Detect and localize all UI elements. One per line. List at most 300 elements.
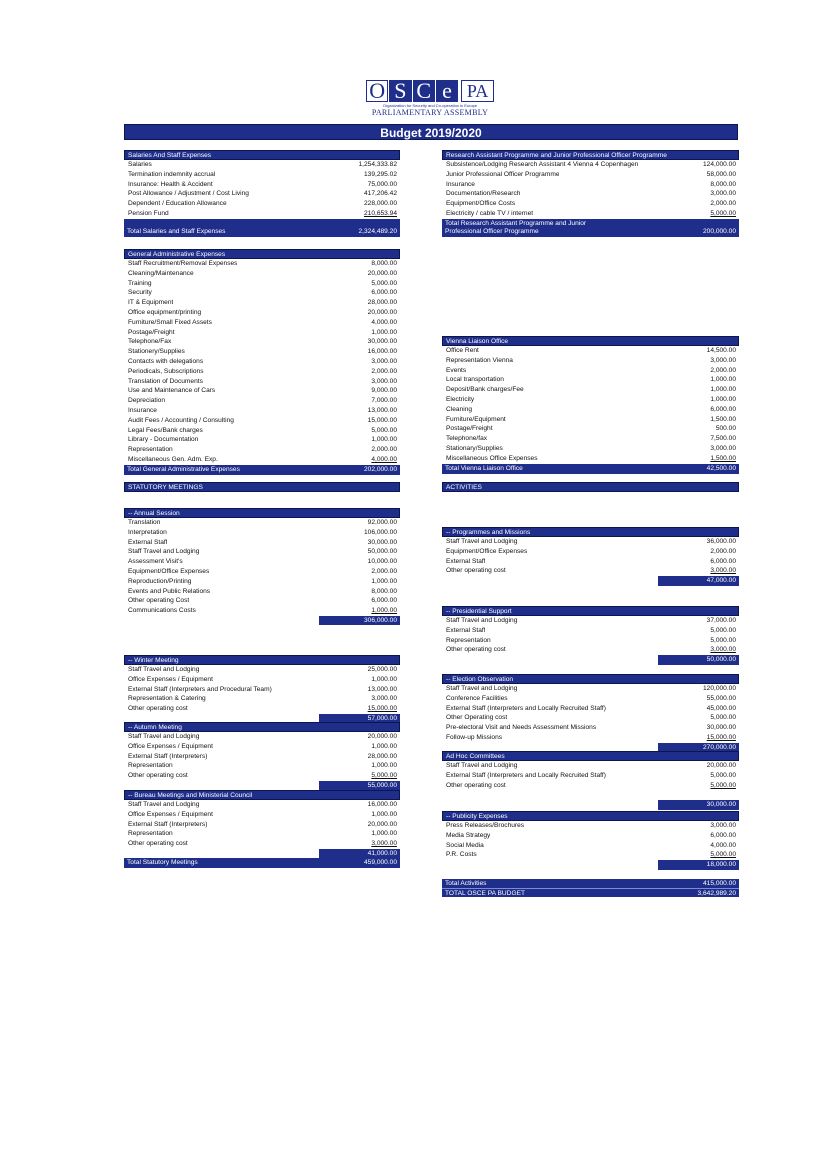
table-row — [124, 742, 400, 752]
row-label: Deposit/Bank charges/Fee — [446, 386, 524, 394]
row-value: 5,000.00 — [371, 772, 397, 780]
table-row — [442, 405, 739, 415]
row-value: 3,000.00 — [371, 377, 397, 385]
row-value: 13,000.00 — [367, 685, 397, 693]
table-row — [124, 596, 400, 606]
row-label: Press Releases/Brochures — [446, 822, 525, 829]
row-label: Junior Professional Officer Programme — [446, 170, 560, 178]
row-value: 417,206.42 — [363, 190, 397, 198]
table-row — [442, 366, 739, 376]
table-row — [124, 377, 400, 387]
row-value: 1,254,333.82 — [358, 161, 397, 168]
section-header: -- Programmes and Missions — [442, 527, 739, 537]
row-value: 14,500.00 — [706, 347, 736, 354]
table-row — [442, 694, 739, 704]
election-section — [442, 674, 739, 752]
row-value: 4,000.00 — [371, 318, 397, 326]
research-section — [442, 150, 739, 237]
table-row — [442, 189, 739, 199]
table-row — [124, 567, 400, 577]
row-value: 2,000.00 — [710, 366, 736, 374]
row-value: 8,000.00 — [371, 260, 397, 267]
table-row — [442, 645, 739, 655]
row-label: Other operating Cost — [128, 597, 190, 605]
table-row — [124, 810, 400, 820]
table-row — [442, 781, 739, 791]
section-total: Total Vienna Liaison Office 42,500.00 — [442, 464, 739, 474]
row-value: 3,000.00 — [371, 840, 397, 848]
table-row — [442, 684, 739, 694]
autumn-section — [124, 722, 400, 790]
table-row — [442, 385, 739, 395]
section-subtotal: 57,000.00 — [124, 714, 400, 724]
row-value: 1,000.00 — [371, 762, 397, 770]
table-row — [442, 566, 739, 576]
row-label: Dependent / Education Allowance — [128, 200, 227, 208]
row-label: Communications Costs — [128, 607, 196, 615]
table-row — [124, 406, 400, 416]
row-label: Telephone/Fax — [128, 338, 172, 346]
row-label: Security — [128, 289, 152, 297]
row-label: Salaries — [128, 161, 152, 168]
table-row — [124, 761, 400, 771]
table-row — [442, 771, 739, 781]
row-value: 1,000.00 — [371, 607, 397, 615]
row-label: Periodicals, Subscriptions — [128, 367, 204, 375]
row-label: Equipment/Office Expenses — [128, 567, 210, 575]
table-row — [442, 375, 739, 385]
table-row — [124, 180, 400, 190]
row-label: Staff Travel and Lodging — [128, 801, 200, 808]
row-label: External Staff (Interpreters and Locally Recruited Staff) — [446, 771, 606, 779]
row-label: Stationary/Supplies — [446, 444, 503, 452]
osce-pa-logo — [366, 80, 494, 120]
table-row — [124, 367, 400, 377]
section-header: -- Presidential Support — [442, 606, 739, 616]
table-row — [124, 357, 400, 367]
row-value: 2,000.00 — [371, 446, 397, 454]
table-row — [124, 347, 400, 357]
row-value: 4,000.00 — [371, 455, 397, 463]
row-label: Staff Travel and Lodging — [446, 762, 518, 769]
section-header: Ad Hoc Committees — [442, 751, 739, 761]
row-value: 500.00 — [715, 425, 736, 433]
row-label: Electricity — [446, 395, 475, 403]
row-label: Use and Maintenance of Cars — [128, 387, 216, 395]
row-label: Telephone/fax — [446, 435, 488, 443]
table-row — [124, 732, 400, 742]
row-value: 3,000.00 — [710, 444, 736, 452]
table-row — [442, 209, 739, 219]
section-subtotal: 270,000.00 — [442, 743, 739, 753]
row-value: 25,000.00 — [367, 666, 397, 673]
row-label: External Staff (Interpreters and Locally Recruited Staff) — [446, 704, 606, 712]
row-value: 20,000.00 — [367, 733, 397, 740]
table-row — [442, 356, 739, 366]
table-row — [442, 444, 739, 454]
row-value: 92,000.00 — [367, 519, 397, 526]
row-value: 2,000.00 — [710, 547, 736, 555]
row-label: Staff Travel and Lodging — [128, 548, 200, 556]
section-subtotal: 41,000.00 — [124, 849, 400, 859]
row-value: 2,000.00 — [371, 367, 397, 375]
table-row — [442, 831, 739, 841]
row-value: 20,000.00 — [367, 269, 397, 277]
row-label: Office equipment/printing — [128, 308, 202, 316]
publicity-section — [442, 811, 739, 870]
section-header: -- Election Observation — [442, 674, 739, 684]
row-value: 7,000.00 — [371, 397, 397, 405]
row-value: 16,000.00 — [367, 801, 397, 808]
row-label: Cleaning — [446, 405, 473, 413]
table-row — [124, 160, 400, 170]
table-row — [124, 547, 400, 557]
table-row — [124, 694, 400, 704]
row-label: Follow-up Missions — [446, 733, 503, 741]
row-label: Legal Fees/Bank charges — [128, 426, 203, 434]
row-value: 9,000.00 — [371, 387, 397, 395]
row-value: 20,000.00 — [706, 762, 736, 769]
section-total: Total Salaries and Staff Expenses 2,324,489.20 — [124, 219, 400, 237]
row-label: Office Expenses / Equipment — [128, 742, 213, 750]
row-label: Library - Documentation — [128, 436, 199, 444]
row-value: 106,000.00 — [363, 528, 397, 536]
table-row — [442, 170, 739, 180]
row-value: 3,000.00 — [710, 190, 736, 198]
row-value: 28,000.00 — [367, 299, 397, 307]
section-total: Total Statutory Meetings 459,000.00 — [124, 858, 400, 868]
row-value: 6,000.00 — [371, 597, 397, 605]
row-value: 28,000.00 — [367, 752, 397, 760]
row-label: Reproduction/Printing — [128, 577, 192, 585]
row-label: Other operating cost — [446, 567, 506, 575]
row-value: 1,500.00 — [710, 415, 736, 423]
row-label: Office Rent — [446, 347, 479, 354]
row-value: 37,000.00 — [706, 617, 736, 624]
section-header: General Administrative Expenses — [124, 249, 400, 259]
table-row — [442, 557, 739, 567]
table-row — [124, 587, 400, 597]
row-label: Representation — [128, 830, 173, 838]
row-value: 1,000.00 — [371, 436, 397, 444]
row-label: Insurance — [446, 180, 475, 188]
table-row — [442, 537, 739, 547]
row-value: 10,000.00 — [367, 558, 397, 566]
annual-section — [124, 508, 400, 625]
section-subtotal: 30,000.00 — [442, 800, 739, 810]
row-label: Electricity / cable TV / internet — [446, 209, 534, 217]
row-value: 1,000.00 — [710, 376, 736, 384]
section-header: -- Annual Session — [124, 508, 400, 518]
table-row — [124, 328, 400, 338]
table-row — [442, 454, 739, 464]
row-label: Representation — [446, 636, 491, 644]
row-value: 5,000.00 — [710, 209, 736, 217]
activities-header: ACTIVITIES — [442, 482, 739, 492]
row-value: 5,000.00 — [710, 781, 736, 789]
table-row — [124, 308, 400, 318]
logo-letter: e — [436, 80, 458, 102]
salaries-section — [124, 150, 400, 237]
row-label: Other operating cost — [128, 840, 188, 848]
row-label: Translation of Documents — [128, 377, 203, 385]
row-value: 5,000.00 — [710, 636, 736, 644]
table-row — [124, 396, 400, 406]
table-row — [442, 850, 739, 860]
logo-pa: PA — [461, 80, 494, 102]
table-row — [442, 346, 739, 356]
total-activities: Total Activities 415,000.00 — [442, 879, 739, 888]
row-label: Insurance: Health & Accident — [128, 180, 213, 188]
row-label: Termination indemnity accrual — [128, 170, 216, 178]
row-label: Depreciation — [128, 397, 166, 405]
section-header: -- Bureau Meetings and Ministerial Council — [124, 790, 400, 800]
logo-letter: O — [366, 80, 388, 102]
row-value: 5,000.00 — [371, 279, 397, 287]
row-label: Local transportation — [446, 376, 504, 384]
table-row — [124, 557, 400, 567]
row-value: 6,000.00 — [371, 289, 397, 297]
row-label: Representation — [128, 762, 173, 770]
row-value: 3,000.00 — [710, 567, 736, 575]
row-label: Miscellaneous Gen. Adm. Exp. — [128, 455, 218, 463]
table-row — [124, 455, 400, 465]
row-value: 228,000.00 — [363, 200, 397, 208]
row-label: Representation & Catering — [128, 695, 206, 703]
row-label: Post Allowance / Adjustment / Cost Living — [128, 190, 249, 198]
logo-subtitle: Organization for Security and Co-operation in Europe — [382, 103, 478, 108]
row-value: 6,000.00 — [710, 831, 736, 839]
row-value: 1,000.00 — [371, 675, 397, 683]
row-label: Staff Recruitment/Removal Expenses — [128, 260, 238, 267]
row-value: 1,000.00 — [371, 742, 397, 750]
table-row — [442, 424, 739, 434]
row-value: 1,000.00 — [371, 328, 397, 336]
row-value: 1,000.00 — [710, 395, 736, 403]
table-row — [124, 538, 400, 548]
row-label: Equipment/Office Expenses — [446, 547, 528, 555]
row-label: External Staff (Interpreters) — [128, 820, 208, 828]
table-row — [442, 199, 739, 209]
table-row — [124, 675, 400, 685]
logo-letter: S — [389, 80, 411, 102]
page-title: Budget 2019/2020 — [124, 124, 738, 140]
row-value: 58,000.00 — [706, 170, 736, 178]
row-value: 124,000.00 — [702, 161, 736, 168]
section-subtotal: 50,000.00 — [442, 655, 739, 665]
row-label: Furniture/Small Fixed Assets — [128, 318, 212, 326]
table-row — [442, 434, 739, 444]
table-row — [442, 180, 739, 190]
row-value: 3,000.00 — [710, 822, 736, 829]
row-value: 55,000.00 — [706, 694, 736, 702]
table-row — [124, 279, 400, 289]
row-label: Staff Travel and Lodging — [446, 685, 518, 692]
row-label: P.R. Costs — [446, 851, 477, 859]
row-label: Staff Travel and Lodging — [446, 617, 518, 624]
table-row — [442, 841, 739, 851]
table-row — [442, 761, 739, 771]
row-label: External Staff (Interpreters) — [128, 752, 208, 760]
table-row — [124, 386, 400, 396]
row-value: 30,000.00 — [706, 724, 736, 732]
table-row — [124, 189, 400, 199]
row-label: Documentation/Research — [446, 190, 521, 198]
row-label: External Staff — [446, 557, 486, 565]
row-label: Stationery/Supplies — [128, 348, 185, 356]
row-value: 30,000.00 — [367, 338, 397, 346]
row-label: Audit Fees / Accounting / Consulting — [128, 416, 234, 424]
row-value: 139,295.02 — [363, 170, 397, 178]
row-label: Pension Fund — [128, 209, 169, 217]
table-row — [442, 723, 739, 733]
table-row — [442, 626, 739, 636]
row-label: Postage/Freight — [128, 328, 175, 336]
table-row — [124, 820, 400, 830]
table-row — [442, 636, 739, 646]
section-header: -- Publicity Expenses — [442, 811, 739, 821]
row-value: 5,000.00 — [710, 771, 736, 779]
section-total: Total Research Assistant Programme and Junior Professional Officer Programme 200,000.00 — [442, 219, 739, 237]
table-row — [442, 547, 739, 557]
row-label: Insurance — [128, 406, 157, 414]
section-header: Research Assistant Programme and Junior Professional Officer Programme — [442, 150, 739, 160]
row-label: External Staff — [446, 626, 486, 634]
table-row — [124, 337, 400, 347]
table-row — [124, 665, 400, 675]
table-row — [442, 395, 739, 405]
row-value: 13,000.00 — [367, 406, 397, 414]
row-value: 75,000.00 — [367, 180, 397, 188]
table-row — [124, 771, 400, 781]
row-label: Cleaning/Maintenance — [128, 269, 194, 277]
table-row — [124, 685, 400, 695]
row-value: 1,000.00 — [710, 386, 736, 394]
table-row — [124, 577, 400, 587]
section-header: Vienna Liaison Office — [442, 336, 739, 346]
row-label: Translation — [128, 519, 161, 526]
table-row — [124, 269, 400, 279]
table-row — [124, 445, 400, 455]
table-row — [124, 518, 400, 528]
table-row — [124, 416, 400, 426]
row-label: Media Strategy — [446, 831, 491, 839]
row-value: 5,000.00 — [371, 426, 397, 434]
table-row — [124, 209, 400, 219]
section-subtotal: 47,000.00 — [442, 576, 739, 586]
row-value: 50,000.00 — [367, 548, 397, 556]
row-value: 120,000.00 — [702, 685, 736, 692]
row-label: Training — [128, 279, 152, 287]
row-label: Other operating cost — [128, 705, 188, 713]
row-label: Staff Travel and Lodging — [128, 666, 200, 673]
table-row — [442, 704, 739, 714]
table-row — [124, 606, 400, 616]
table-row — [124, 298, 400, 308]
row-value: 3,000.00 — [371, 357, 397, 365]
table-row — [124, 199, 400, 209]
row-label: Staff Travel and Lodging — [446, 538, 518, 545]
row-value: 6,000.00 — [710, 405, 736, 413]
row-value: 15,000.00 — [706, 733, 736, 741]
row-value: 4,000.00 — [710, 841, 736, 849]
adhoc-section — [442, 751, 739, 810]
section-header: -- Autumn Meeting — [124, 722, 400, 732]
programmes-section — [442, 527, 739, 586]
row-value: 2,000.00 — [710, 200, 736, 208]
presidential-section — [442, 606, 739, 665]
row-label: Events and Public Relations — [128, 587, 211, 595]
logo-assembly: PARLIAMENTARY ASSEMBLY — [371, 108, 489, 117]
table-row — [124, 435, 400, 445]
row-value: 5,000.00 — [710, 626, 736, 634]
section-subtotal: 18,000.00 — [442, 860, 739, 870]
row-value: 15,000.00 — [367, 416, 397, 424]
table-row — [124, 170, 400, 180]
row-label: Assessment Visit's — [128, 558, 183, 566]
row-value: 1,000.00 — [371, 810, 397, 818]
row-label: Representation — [128, 446, 173, 454]
general-section — [124, 249, 400, 475]
row-value: 5,000.00 — [710, 714, 736, 722]
row-value: 36,000.00 — [706, 538, 736, 545]
table-row — [124, 839, 400, 849]
section-subtotal: 55,000.00 — [124, 781, 400, 791]
table-row — [442, 821, 739, 831]
table-row — [124, 528, 400, 538]
row-label: Postage/Freight — [446, 425, 493, 433]
row-label: Conference Facilities — [446, 694, 508, 702]
table-row — [124, 288, 400, 298]
row-value: 7,500.00 — [710, 435, 736, 443]
table-row — [442, 415, 739, 425]
row-label: Other operating cost — [446, 781, 506, 789]
table-row — [442, 160, 739, 170]
winter-section — [124, 655, 400, 723]
row-label: Staff Travel and Lodging — [128, 733, 200, 740]
row-value: 20,000.00 — [367, 820, 397, 828]
section-total: Total General Administrative Expenses 202,000.00 — [124, 465, 400, 475]
row-value: 1,000.00 — [371, 577, 397, 585]
row-label: Pre-electoral Visit and Needs Assessment Missions — [446, 724, 597, 732]
row-value: 3,000.00 — [710, 646, 736, 654]
vienna-section — [442, 336, 739, 474]
row-label: Miscellaneous Office Expenses — [446, 454, 538, 462]
row-value: 15,000.00 — [367, 705, 397, 713]
row-value: 30,000.00 — [367, 538, 397, 546]
section-header: -- Winter Meeting — [124, 655, 400, 665]
row-label: IT & Equipment — [128, 299, 174, 307]
row-value: 45,000.00 — [706, 704, 736, 712]
section-header: Salaries And Staff Expenses — [124, 150, 400, 160]
table-row — [124, 752, 400, 762]
row-value: 1,000.00 — [371, 830, 397, 838]
section-subtotal: 306,000.00 — [124, 616, 400, 626]
row-label: Interpretation — [128, 528, 167, 536]
final-totals — [442, 879, 739, 897]
row-value: 3,000.00 — [710, 356, 736, 364]
table-row — [124, 800, 400, 810]
row-label: External Staff — [128, 538, 168, 546]
row-value: 210,653.94 — [363, 209, 397, 217]
row-label: External Staff (Interpreters and Procedural Team) — [128, 685, 272, 693]
row-label: Other operating cost — [128, 772, 188, 780]
row-label: Furniture/Equipment — [446, 415, 506, 423]
table-row — [124, 259, 400, 269]
row-value: 20,000.00 — [367, 308, 397, 316]
row-value: 5,000.00 — [710, 851, 736, 859]
row-label: Subsistence/Lodging Research Assistant 4 Vienna 4 Copenhagen — [446, 161, 639, 168]
